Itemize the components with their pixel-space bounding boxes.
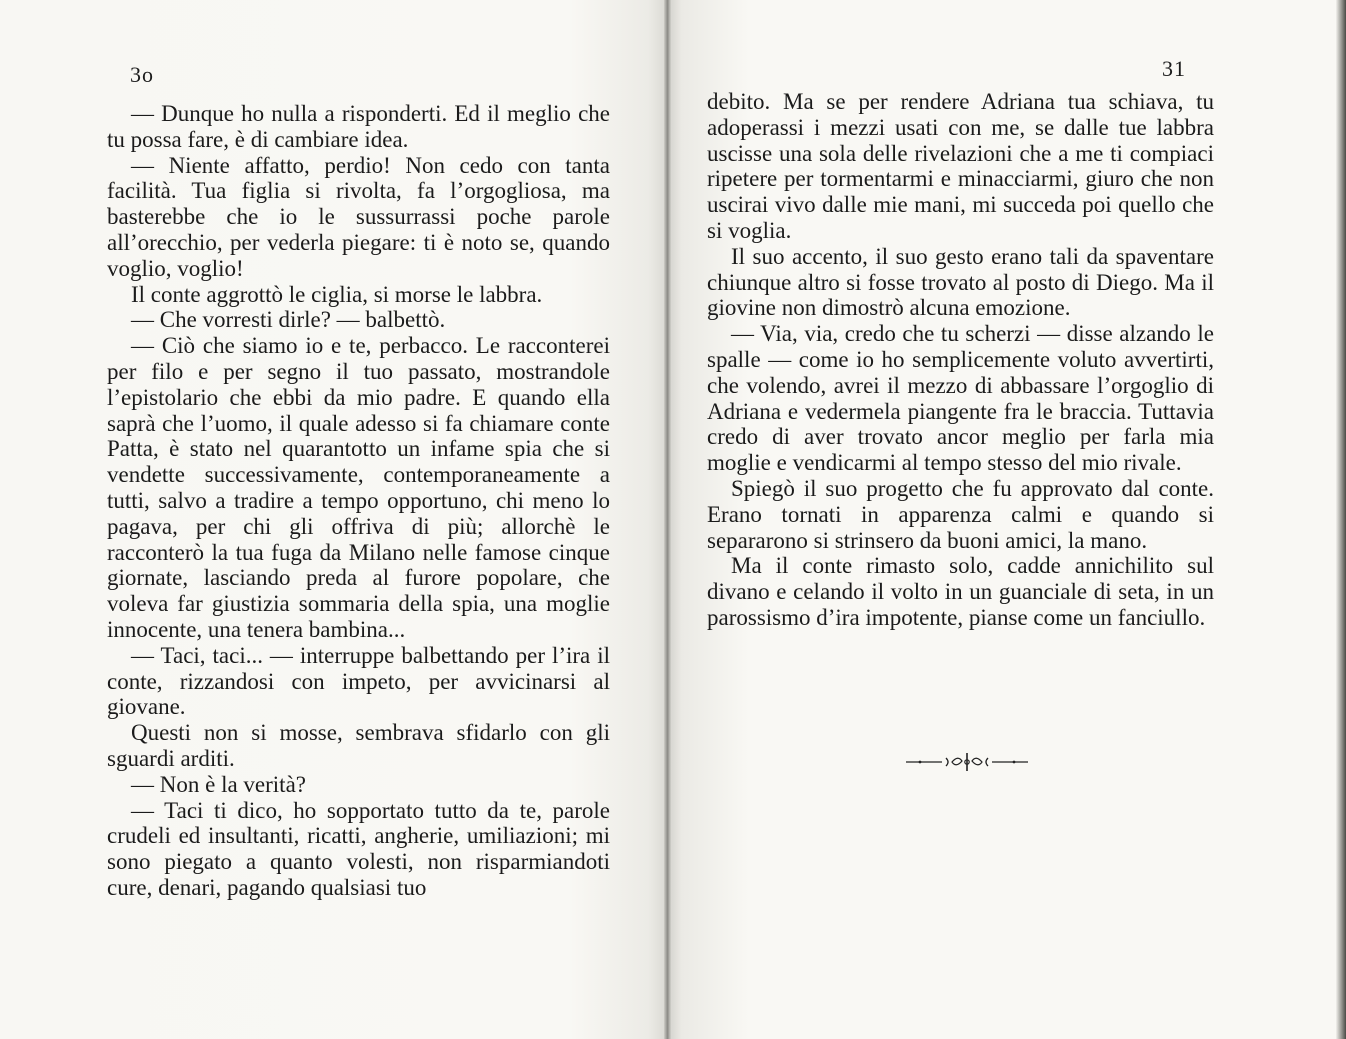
paragraph: — Taci, taci... — interruppe balbettando per l’ira il conte, rizzandosi con impeto, per avvicinarsi al giovane. <box>107 642 610 720</box>
paragraph: Spiegò il suo progetto che fu approvato dal conte. Erano tornati in apparenza calmi e quando si separarono si strinsero da buoni amici, la mano. <box>707 475 1214 553</box>
paragraph: Il conte aggrottò le ciglia, si morse le labbra. <box>131 281 543 307</box>
end-ornament-icon <box>906 752 1028 772</box>
paragraph: — Ciò che siamo io e te, perbacco. Le racconterei per filo e per segno il tuo passato, mostrandole l’epistolario che ebbi da mio padre. E quando ella saprà che l’uomo, il quale adesso si fa chiamare conte Patta, è stato nel quarantotto un infame spia che si vendette successivamente, contemporaneamente a tutti, salvo a tradire a tempo opportuno, chi meno lo pagava, per chi gli offriva di più; allorchè le racconterò la tua fuga da Milano nelle famose cinque giornate, lasciando preda al furore popolare, che voleva far giustizia sommaria della spia, una moglie innocente, una tenera bambina... <box>107 333 610 642</box>
right-page-text <box>707 89 1214 631</box>
paragraph: — Taci ti dico, ho sopportato tutto da te, parole crudeli ed insultanti, ricatti, angherie, umiliazioni; mi sono piegato a quanto volesti, non risparmiandoti cure, denari, pagando qualsiasi tuo <box>107 797 610 900</box>
page-edge <box>1336 0 1346 1039</box>
page-number-right: 31 <box>1162 56 1186 81</box>
paragraph: debito. Ma se per rendere Adriana tua schiava, tu adoperassi i mezzi usati con me, se dalle tue labbra uscisse una sola delle rivelazioni che a me ti compiaci ripetere per tormentarmi e minacciarmi, giuro che non uscirai vivo dalle mie mani, mi succeda poi quello che si voglia. <box>707 89 1214 243</box>
paragraph: — Via, via, credo che tu scherzi — disse alzando le spalle — come io ho semplicemente voluto avvertirti, che volendo, avrei il mezzo di abbassare l’orgoglio di Adriana e vedermela piangente fra le braccia. Tuttavia credo di aver trovato ancor meglio per farla mia moglie e vendicarmi al tempo stesso del mio rivale. <box>707 321 1214 476</box>
left-page-text <box>107 101 610 901</box>
paragraph: — Niente affatto, perdio! Non cedo con tanta facilità. Tua figlia si rivolta, fa l’orgogliosa, ma basterebbe che io le sussurrassi poche parole all’orecchio, per vederla piegare: ti è noto se, quando voglio, voglio! <box>107 152 610 281</box>
paragraph: Ma il conte rimasto solo, cadde annichilito sul divano e celando il volto in un guanciale di seta, in un parossismo d’ira impotente, pianse come un fanciullo. <box>707 553 1214 630</box>
paragraph: Questi non si mosse, sembrava sfidarlo con gli sguardi arditi. <box>107 720 610 771</box>
paragraph: — Dunque ho nulla a risponderti. Ed il meglio che tu possa fare, è di cambiare idea. <box>107 101 610 152</box>
paragraph: Il suo accento, il suo gesto erano tali da spaventare chiunque altro si fosse trovato al posto di Diego. Ma il giovine non dimostrò alcuna emozione. <box>707 243 1214 321</box>
left-page <box>0 0 668 1039</box>
page-number-left: 3o <box>130 62 154 87</box>
paragraph: — Non è la verità? <box>131 771 306 797</box>
book-gutter <box>664 0 672 1039</box>
paragraph: — Che vorresti dirle? — balbettò. <box>131 307 446 333</box>
